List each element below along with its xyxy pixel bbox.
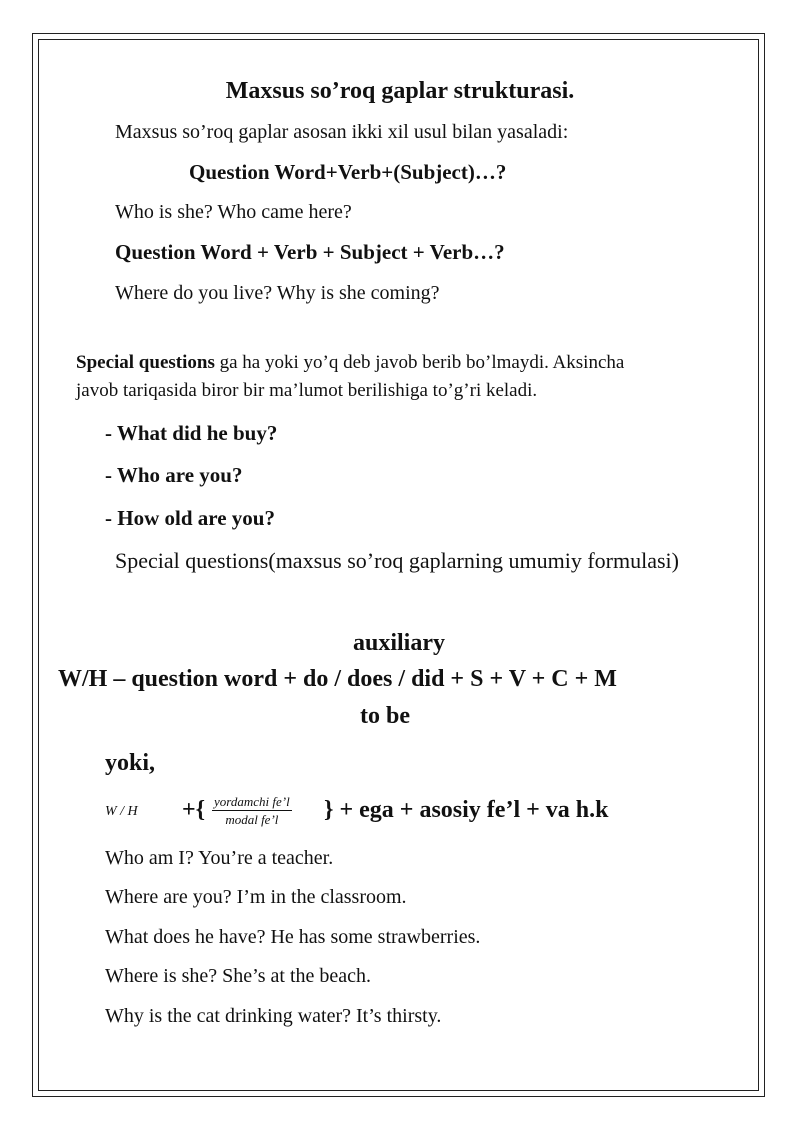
formula-1: Question Word+Verb+(Subject)…? bbox=[189, 160, 507, 184]
alt-formula-rest: } + ega + asosiy fe’l + va h.k bbox=[324, 797, 609, 823]
example-line: Why is the cat drinking water? It’s thirsty. bbox=[105, 1005, 442, 1027]
alt-wh: W / H bbox=[105, 804, 138, 819]
example-1: Who is she? Who came here? bbox=[115, 201, 352, 223]
general-formula-caption: Special questions(maxsus so’roq gaplarning umumiy formulasi) bbox=[115, 548, 679, 573]
note-bold-term: Special questions bbox=[76, 352, 215, 373]
example-2: Where do you live? Why is she coming? bbox=[115, 282, 440, 304]
structure-main-formula: W/H – question word + do / does / did + S + V + C + M bbox=[58, 666, 617, 692]
example-line: Who am I? You’re a teacher. bbox=[105, 847, 334, 869]
formula-2: Question Word + Verb + Subject + Verb…? bbox=[115, 240, 505, 264]
alt-fraction bbox=[212, 794, 292, 827]
bullet-item: - Who are you? bbox=[105, 463, 243, 487]
alt-open-brace: +{ bbox=[182, 797, 206, 823]
alt-denominator: modal fe’l bbox=[225, 812, 279, 827]
note-line-2: javob tariqasida biror bir ma’lumot berilishiga to’g’ri keladi. bbox=[76, 380, 538, 401]
alt-numerator: yordamchi fe’l bbox=[214, 794, 290, 809]
bullet-item: - How old are you? bbox=[105, 506, 275, 530]
structure-top-label: auxiliary bbox=[353, 630, 446, 656]
note-line-1 bbox=[76, 352, 624, 374]
structure-bottom-label: to be bbox=[360, 703, 410, 729]
bullet-item: - What did he buy? bbox=[105, 421, 278, 445]
note-line-1-rest: ga ha yoki yo’q deb javob berib bo’lmaydi. Aksincha bbox=[214, 352, 625, 373]
example-line: Where is she? She’s at the beach. bbox=[105, 965, 372, 987]
example-line: Where are you? I’m in the classroom. bbox=[105, 886, 407, 908]
intro-text: Maxsus so’roq gaplar asosan ikki xil usul bilan yasaladi: bbox=[115, 121, 569, 143]
example-line: What does he have? He has some strawberries. bbox=[105, 926, 481, 948]
alt-label: yoki, bbox=[105, 750, 156, 776]
page-title: Maxsus so’roq gaplar strukturasi. bbox=[225, 78, 575, 104]
